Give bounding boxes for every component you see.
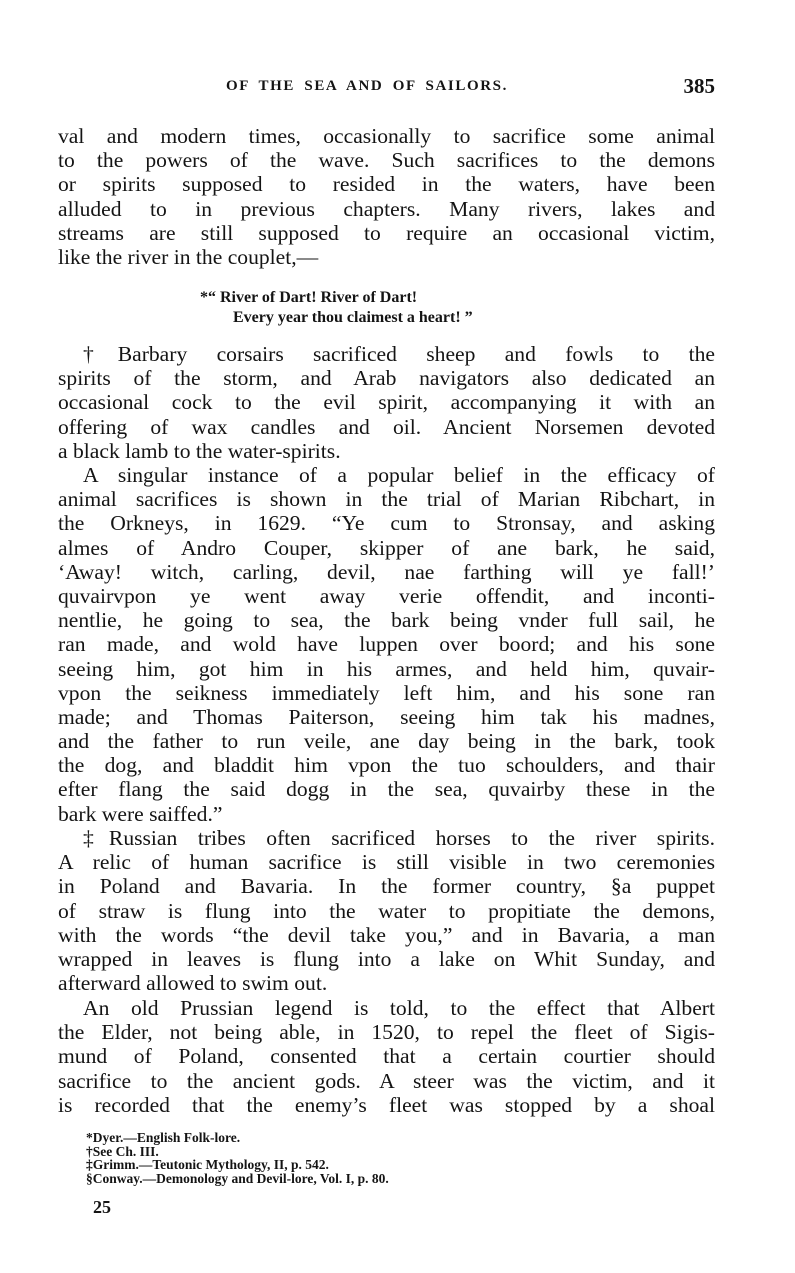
text-line: or spirits supposed to resided in the waters, have been: [58, 172, 715, 197]
footnote-2: †See Ch. III.: [86, 1143, 159, 1159]
couplet-quote: [200, 288, 473, 328]
running-title: OF THE SEA AND OF SAILORS.: [226, 78, 508, 94]
signature-mark: 25: [93, 1197, 111, 1217]
running-head: [58, 74, 715, 102]
paragraph-5: [58, 996, 715, 1117]
text-line: with the words “the devil take you,” and in Bavaria, a man: [58, 922, 715, 947]
text-line: spirits of the storm, and Arab navigators also dedicated an: [58, 366, 715, 391]
text-line: almes of Andro Couper, skipper of ane bark, he said,: [58, 535, 715, 560]
text-line: val and modern times, occasionally to sacrifice some animal: [58, 124, 715, 148]
text-line: ran made, and wold have luppen over boord; and his sone: [58, 632, 715, 657]
text-line: seeing him, got him in his armes, and held him, quvair-: [58, 656, 715, 681]
text-line: occasional cock to the evil spirit, accompanying it with an: [58, 390, 715, 415]
paragraph-4: [58, 826, 715, 995]
text-line: An old Prussian legend is told, to the effect that Albert: [83, 996, 715, 1020]
footnotes: [86, 1131, 389, 1185]
text-line: to the powers of the wave. Such sacrifices to the demons: [58, 148, 715, 173]
text-line: made; and Thomas Paiterson, seeing him tak his madnes,: [58, 704, 715, 729]
text-line: A relic of human sacrifice is still visible in two ceremonies: [58, 850, 715, 875]
text-line: is recorded that the enemy’s fleet was stopped by a shoal: [58, 1092, 715, 1117]
text-line: animal sacrifices is shown in the trial of Marian Ribchart, in: [58, 487, 715, 512]
text-line: of straw is flung into the water to propitiate the demons,: [58, 898, 715, 923]
paragraph-1: [58, 124, 715, 269]
text-line: like the river in the couplet,—: [58, 244, 319, 269]
couplet-line-2: Every year thou claimest a heart! ”: [233, 309, 473, 326]
text-line: quvairvpon ye went away verie offendit, and inconti-: [58, 583, 715, 608]
text-line: the Elder, not being able, in 1520, to repel the fleet of Sigis-: [58, 1020, 715, 1045]
text-line: efter flang the said dogg in the sea, quvairby these in the: [58, 777, 715, 802]
text-line: vpon the seikness immediately left him, and his sone ran: [58, 680, 715, 705]
text-line: the Orkneys, in 1629. “Ye cum to Stronsay, and asking: [58, 511, 715, 536]
page-number: 385: [683, 74, 715, 98]
text-line: A singular instance of a popular belief in the efficacy of: [83, 463, 715, 487]
paragraph-2: [58, 342, 715, 463]
text-line: streams are still supposed to require an occasional victim,: [58, 220, 715, 245]
text-line: nentlie, he going to sea, the bark being vnder full sail, he: [58, 608, 715, 633]
text-line: and the father to run veile, ane day being in the bark, took: [58, 729, 715, 754]
text-line: alluded to in previous chapters. Many rivers, lakes and: [58, 196, 715, 221]
text-line: offering of wax candles and oil. Ancient Norsemen devoted: [58, 414, 715, 439]
text-line: in Poland and Bavaria. In the former country, §a puppet: [58, 874, 715, 899]
text-line: †Barbary corsairs sacrificed sheep and fowls to the: [83, 342, 715, 366]
text-line: sacrifice to the ancient gods. A steer was the victim, and it: [58, 1068, 715, 1093]
footnote-4: §Conway.—Demonology and Devil-lore, Vol. I, p. 80.: [86, 1170, 389, 1186]
footnote-1: *Dyer.—English Folk-lore.: [86, 1130, 241, 1145]
text-line: wrapped in leaves is flung into a lake on Whit Sunday, and: [58, 946, 715, 971]
text-line: ‘Away! witch, carling, devil, nae farthing will ye fall!’: [58, 559, 715, 584]
couplet-line-1: *“ River of Dart! River of Dart!: [200, 289, 418, 306]
text-line: mund of Poland, consented that a certain courtier should: [58, 1044, 715, 1069]
paragraph-3: [58, 463, 715, 826]
footnote-3: ‡Grimm.—Teutonic Mythology, II, p. 542.: [86, 1157, 329, 1173]
text-line: the dog, and bladdit him vpon the tuo schoulders, and thair: [58, 753, 715, 778]
text-line: a black lamb to the water-spirits.: [58, 438, 341, 463]
text-line: ‡Russian tribes often sacrificed horses to the river spirits.: [83, 826, 715, 850]
text-line: afterward allowed to swim out.: [58, 971, 328, 996]
text-line: bark were saiffed.”: [58, 801, 223, 826]
